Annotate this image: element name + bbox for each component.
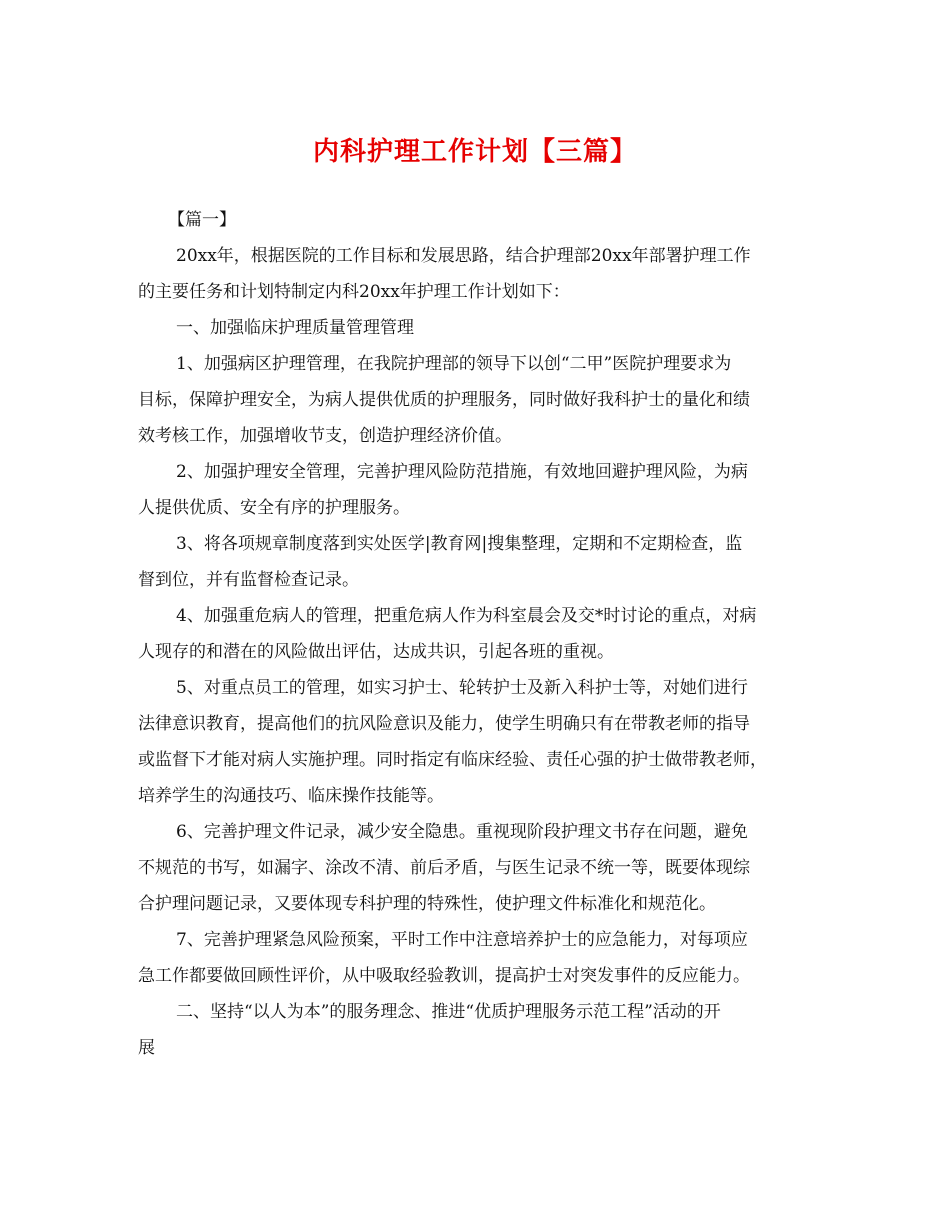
section-label: 【篇一】 — [168, 210, 236, 230]
paragraph-line: 1、加强病区护理管理，在我院护理部的领导下以创“二甲”医院护理要求为 — [176, 354, 732, 374]
paragraph-line: 人现存的和潜在的风险做出评估，达成共识，引起各班的重视。 — [138, 642, 614, 662]
document-title: 内科护理工作计划【三篇】 — [312, 137, 637, 167]
paragraph-line: 不规范的书写，如漏字、涂改不清、前后矛盾，与医生记录不统一等，既要体现综 — [138, 858, 750, 878]
heading-line: 二、坚持“以人为本”的服务理念、推进“优质护理服务示范工程”活动的开 — [176, 1002, 721, 1022]
paragraph-line: 6、完善护理文件记录，减少安全隐患。重视现阶段护理文书存在问题，避免 — [176, 822, 748, 842]
paragraph-line: 2、加强护理安全管理，完善护理风险防范措施，有效地回避护理风险，为病 — [176, 462, 748, 482]
paragraph-line: 目标，保障护理安全，为病人提供优质的护理服务，同时做好我科护士的量化和绩 — [138, 390, 750, 410]
paragraph-line: 急工作都要做回顾性评价，从中吸取经验教训，提高护士对突发事件的反应能力。 — [138, 966, 750, 986]
paragraph-line: 3、将各项规章制度落到实处医学|教育网|搜集整理，定期和不定期检查，监 — [176, 534, 743, 554]
paragraph-line: 效考核工作，加强增收节支，创造护理经济价值。 — [138, 426, 512, 446]
paragraph-line: 督到位，并有监督检查记录。 — [138, 570, 359, 590]
paragraph-line: 合护理问题记录，又要体现专科护理的特殊性，使护理文件标准化和规范化。 — [138, 894, 716, 914]
paragraph-line: 的主要任务和计划特制定内科20xx年护理工作计划如下： — [138, 282, 570, 302]
paragraph-line: 法律意识教育，提高他们的抗风险意识及能力，使学生明确只有在带教老师的指导 — [138, 714, 750, 734]
paragraph-line: 培养学生的沟通技巧、临床操作技能等。 — [138, 786, 444, 806]
paragraph-line: 5、对重点员工的管理，如实习护士、轮转护士及新入科护士等，对她们进行 — [176, 678, 748, 698]
heading-line: 展 — [138, 1038, 155, 1058]
heading-line: 一、加强临床护理质量管理管理 — [176, 318, 414, 338]
paragraph-line: 7、完善护理紧急风险预案，平时工作中注意培养护士的应急能力，对每项应 — [176, 930, 748, 950]
paragraph-line: 20xx年，根据医院的工作目标和发展思路，结合护理部20xx年部署护理工作 — [176, 246, 751, 266]
paragraph-line: 或监督下才能对病人实施护理。同时指定有临床经验、责任心强的护士做带教老师， — [138, 750, 767, 770]
paragraph-line: 人提供优质、安全有序的护理服务。 — [138, 498, 410, 518]
paragraph-line: 4、加强重危病人的管理，把重危病人作为科室晨会及交*时讨论的重点，对病 — [176, 606, 757, 626]
